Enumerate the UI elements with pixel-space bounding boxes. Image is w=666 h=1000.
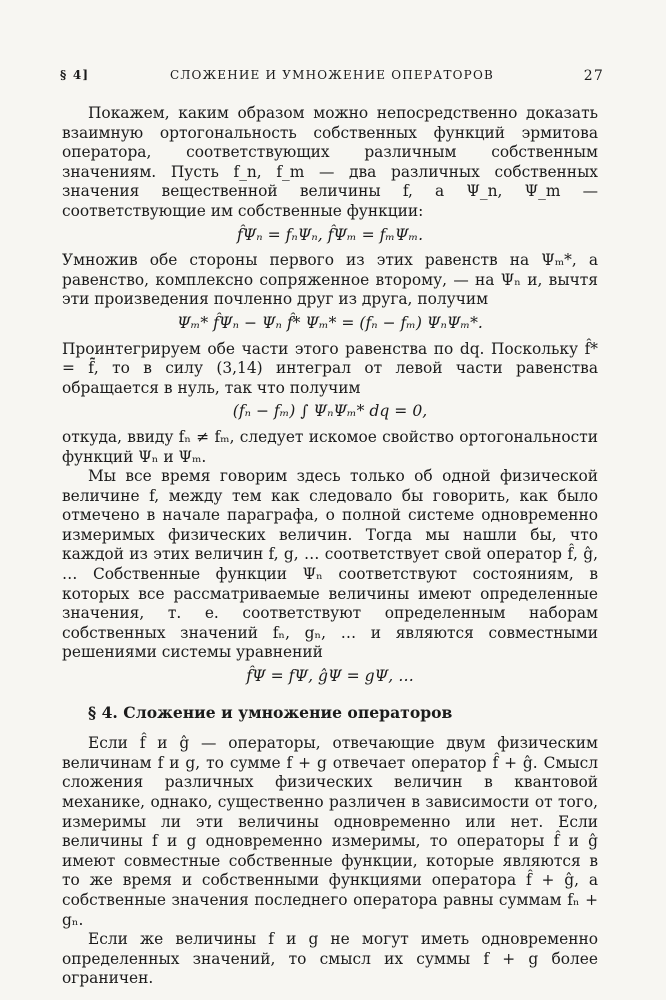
equation-system: f̂Ψ = fΨ, ĝΨ = gΨ, … — [246, 667, 414, 686]
paragraph-multiply: Умножив обе стороны первого из этих равенств на Ψₘ*, а равенство, комплексно сопряженное второму, — на Ψₙ и, вычтя эти произведения почленно друг из друга, получим — [62, 251, 598, 309]
paragraph-sum: Если f̂ и ĝ — операторы, отвечающие двум физическим величинам f и g, то сумме f + g отвечает оператор f̂ + ĝ. Смысл сложения различных физических величин в квантовой механике, однако, существенно различен в зависимости от того, измеримы ли эти величины одновременно или нет. Если величины f и g одновременно измеримы, то операторы f̂ и ĝ имеют совместные собственные функции, которые являются в то же время и собственными функциями оператора f̂ + ĝ, а собственные значения последнего оператора равны суммам fₙ + gₙ. — [62, 734, 598, 929]
paragraph-conclusion: откуда, ввиду fₙ ≠ fₘ, следует искомое свойство ортогональности функций Ψₙ и Ψₘ. — [62, 427, 598, 466]
paragraph-sum-limited: Если же величины f и g не могут иметь одновременно определенных значений, то смысл их суммы f + g более ограничен. — [62, 930, 598, 988]
paragraph-integrate: Проинтегрируем обе части этого равенства по dq. Поскольку f̂* = f̂̃, то в силу (3,14) интеграл от левой части равенства обращается в нуль, так что получим — [62, 339, 598, 397]
section-title: § 4. Сложение и умножение операторов — [88, 702, 453, 722]
equation-eigen: f̂Ψₙ = fₙΨₙ, f̂Ψₘ = fₘΨₘ. — [236, 225, 424, 244]
running-header — [60, 68, 604, 88]
page-body — [62, 104, 598, 989]
page-number: 27 — [583, 68, 604, 84]
header-title: СЛОЖЕНИЕ И УМНОЖЕНИЕ ОПЕРАТОРОВ — [169, 68, 495, 82]
header-section: § 4] — [60, 68, 90, 82]
equation-difference: Ψₘ* f̂Ψₙ − Ψₙ f̂* Ψₘ* = (fₙ − fₘ) ΨₙΨₘ*. — [177, 313, 483, 332]
paragraph-orthogonality: Покажем, каким образом можно непосредственно доказать взаимную ортогональность собственных функций эрмитова оператора, соответствующих различным собственным значениям. Пусть f_n, f_m — два различных собственных значения вещественной величины f, а Ψ_n, Ψ_m — соответствующие им собственные функции: — [62, 104, 598, 220]
equation-integral: (fₙ − fₘ) ∫ ΨₙΨₘ* dq = 0, — [232, 402, 428, 421]
paragraph-system: Мы все время говорим здесь только об одной физической величине f, между тем как следовало бы говорить, как было отмечено в начале параграфа, о полной системе одновременно измеримых физических величин. Тогда мы нашли бы, что каждой из этих величин f, g, … соответствует свой оператор f̂, ĝ, … Собственные функции Ψₙ соответствуют состояниям, в которых все рассматриваемые величины имеют определенные значения, т. е. соответствуют определенным наборам собственных значений fₙ, gₙ, … и являются совместными решениями системы уравнений — [62, 467, 598, 662]
